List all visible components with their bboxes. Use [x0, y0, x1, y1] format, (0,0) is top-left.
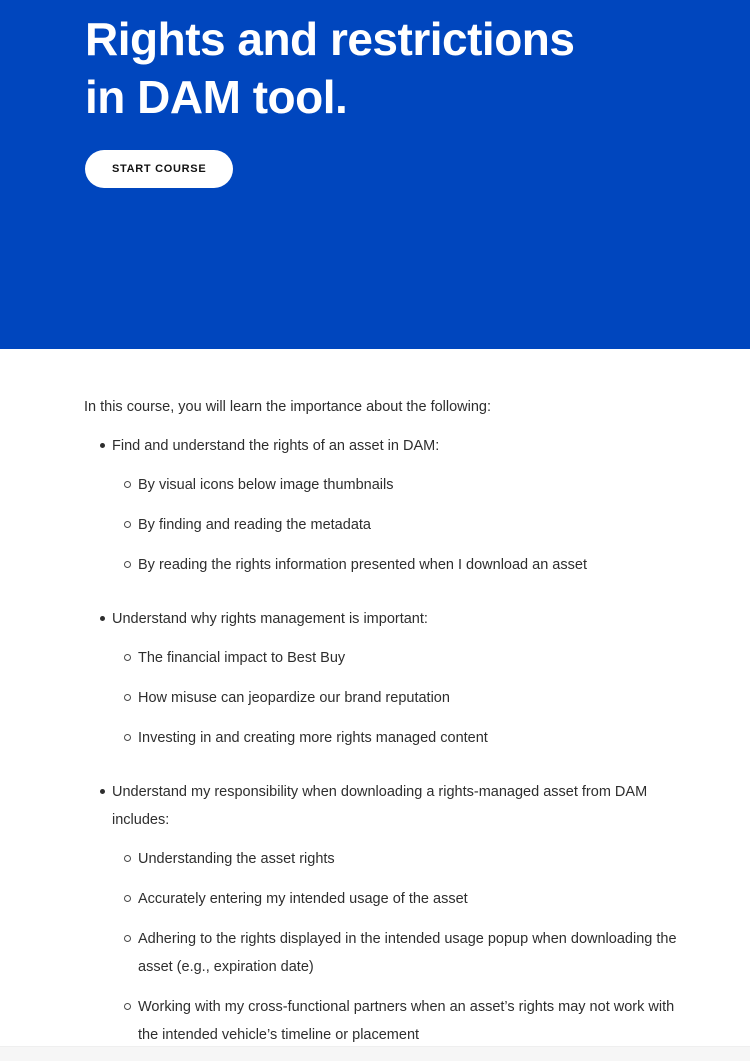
- page-title: [85, 10, 690, 126]
- start-course-button[interactable]: START COURSE: [85, 150, 233, 188]
- sub-objective-text: The financial impact to Best Buy: [138, 650, 346, 666]
- disc-bullet-icon: [100, 443, 105, 448]
- circle-bullet-icon: [124, 1003, 131, 1010]
- next-section-divider: [0, 1046, 750, 1061]
- sub-objective-item: [84, 511, 684, 539]
- objective-label-text: Find and understand the rights of an asset in DAM:: [112, 438, 440, 454]
- objective-section: [84, 778, 684, 1049]
- circle-bullet-icon: [124, 734, 131, 741]
- objective-sublist: [84, 845, 684, 1049]
- circle-bullet-icon: [124, 855, 131, 862]
- disc-bullet-icon: [100, 616, 105, 621]
- circle-bullet-icon: [124, 521, 131, 528]
- circle-bullet-icon: [124, 481, 131, 488]
- sub-objective-item: [84, 551, 684, 579]
- sub-objective-item: [84, 684, 684, 712]
- sub-objective-text: Adhering to the rights displayed in the intended usage popup when downloading the asset (e.g., expiration date): [138, 931, 677, 975]
- sub-objective-text: By reading the rights information presented when I download an asset: [138, 557, 587, 573]
- objective-section: [84, 432, 684, 579]
- sub-objective-text: By visual icons below image thumbnails: [138, 477, 394, 493]
- intro-text: In this course, you will learn the importance about the following:: [84, 399, 492, 415]
- page-title-line-2: in DAM tool.: [85, 71, 348, 123]
- circle-bullet-icon: [124, 654, 131, 661]
- objective-label-text: Understand why rights management is important:: [112, 611, 428, 627]
- objective-label: [84, 605, 684, 633]
- sub-objective-text: By finding and reading the metadata: [138, 517, 371, 533]
- circle-bullet-icon: [124, 935, 131, 942]
- sub-objective-item: [84, 471, 684, 499]
- course-overview-section: [84, 349, 684, 1049]
- circle-bullet-icon: [124, 895, 131, 902]
- objective-sublist: [84, 471, 684, 579]
- circle-bullet-icon: [124, 561, 131, 568]
- sub-objective-text: Investing in and creating more rights managed content: [138, 730, 488, 746]
- page-title-line-1: Rights and restrictions: [85, 13, 575, 65]
- circle-bullet-icon: [124, 694, 131, 701]
- sub-objective-text: How misuse can jeopardize our brand reputation: [138, 690, 450, 706]
- hero-banner: [0, 0, 750, 349]
- sub-objective-text: Working with my cross-functional partners when an asset’s rights may not work with the intended vehicle’s timeline or placement: [138, 999, 675, 1043]
- sub-objective-item: [84, 993, 684, 1049]
- objective-section: [84, 605, 684, 752]
- objective-label: [84, 778, 684, 834]
- sub-objective-item: [84, 845, 684, 873]
- objective-label: [84, 432, 684, 460]
- sub-objective-item: [84, 885, 684, 913]
- disc-bullet-icon: [100, 789, 105, 794]
- sub-objective-item: [84, 644, 684, 672]
- sub-objective-text: Understanding the asset rights: [138, 851, 335, 867]
- objective-sublist: [84, 644, 684, 752]
- learning-objectives-list: [84, 432, 684, 1049]
- sub-objective-text: Accurately entering my intended usage of the asset: [138, 891, 468, 907]
- sub-objective-item: [84, 925, 684, 981]
- objective-label-text: Understand my responsibility when downloading a rights-managed asset from DAM includes:: [112, 784, 648, 828]
- sub-objective-item: [84, 724, 684, 752]
